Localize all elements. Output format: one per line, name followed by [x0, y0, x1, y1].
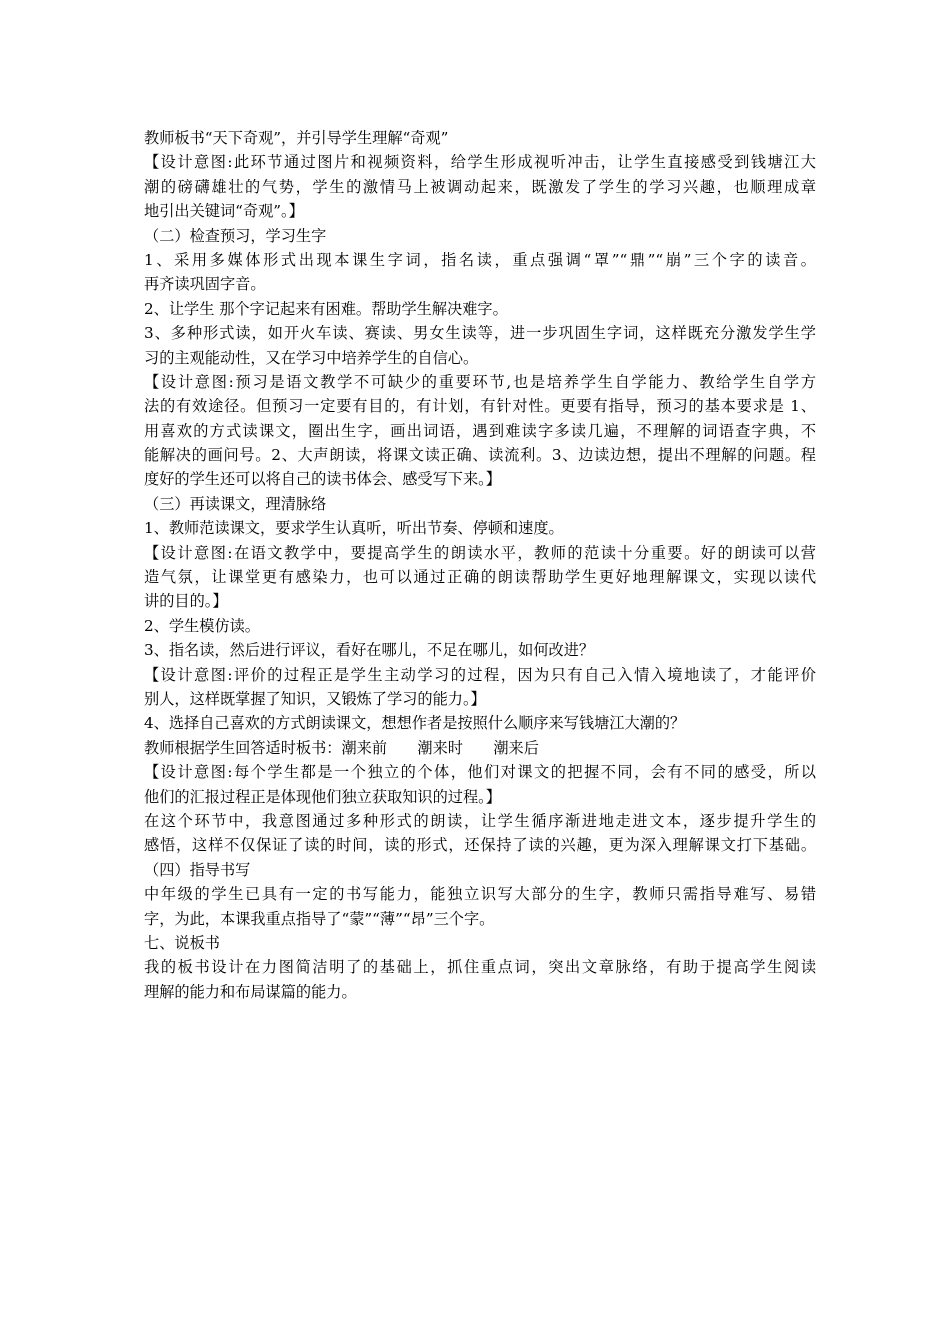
text-line: 4、选择自己喜欢的方式朗读课文，想想作者是按照什么顺序来写钱塘江大潮的？ — [144, 714, 686, 733]
text-line: 用喜欢的方式读课文，圈出生字，画出词语，遇到难读字多读几遍，不理解的词语查字典，不 — [144, 421, 816, 440]
text-line: 中年级的学生已具有一定的书写能力，能独立识写大部分的生字，教师只需指导难写、易错 — [144, 885, 816, 904]
text-line: 1、采用多媒体形式出现本课生字词，指名读，重点强调“罩”“鼎”“崩”三个字的读音。 — [144, 250, 816, 269]
text-line: 理解的能力和布局谋篇的能力。 — [144, 982, 357, 1001]
text-line: 我的板书设计在力图简洁明了的基础上，抓住重点词，突出文章脉络，有助于提高学生阅读 — [144, 958, 816, 977]
text-line: 地引出关键词“奇观”。】 — [144, 202, 304, 221]
text-line: 【设计意图:此环节通过图片和视频资料，给学生形成视听冲击，让学生直接感受到钱塘江大 — [144, 153, 816, 172]
section-heading: （三）再读课文，理清脉络 — [144, 494, 327, 513]
section-heading: 七、说板书 — [144, 933, 220, 952]
text-line: 造气氛，让课堂更有感染力，也可以通过正确的朗读帮助学生更好地理解课文，实现以读代 — [144, 568, 816, 587]
text-line: 感悟，这样不仅保证了读的时间，读的形式，还保持了读的兴趣，更为深入理解课文打下基础。 — [144, 836, 816, 855]
text-line: 字，为此，本课我重点指导了“蒙”“薄”“昂”三个字。 — [144, 909, 495, 928]
text-line: 潮的磅礴雄壮的气势，学生的激情马上被调动起来，既激发了学生的学习兴趣，也顺理成章 — [144, 177, 816, 196]
text-line: 再齐读巩固字音。 — [144, 275, 266, 294]
text-line: 1、教师范读课文，要求学生认真听，听出节奏、停顿和速度。 — [144, 519, 564, 538]
text-line: 3、指名读，然后进行评议，看好在哪儿，不足在哪儿，如何改进？ — [144, 641, 595, 660]
text-line: 他们的汇报过程正是体现他们独立获取知识的过程。】 — [144, 787, 501, 806]
text-line: 讲的目的。】 — [144, 592, 228, 611]
text-line: 【设计意图:评价的过程正是学生主动学习的过程，因为只有自己入情入境地读了，才能评价 — [144, 665, 816, 684]
text-line: 教师板书“天下奇观”，并引导学生理解“奇观” — [144, 129, 449, 147]
text-line: 教师根据学生回答适时板书：潮来前 潮来时 潮来后 — [144, 738, 539, 757]
text-line: 法的有效途径。但预习一定要有目的，有计划，有针对性。更要有指导，预习的基本要求是 1、 — [144, 397, 816, 416]
text-line: 【设计意图:每个学生都是一个独立的个体，他们对课文的把握不同，会有不同的感受，所以 — [144, 763, 816, 782]
section-heading: （二）检查预习，学习生字 — [144, 226, 327, 245]
section-heading: （四）指导书写 — [144, 860, 251, 879]
text-line: 别人，这样既掌握了知识，又锻炼了学习的能力。】 — [144, 689, 486, 708]
text-line: 2、让学生 那个字记起来有困难。帮助学生解决难字。 — [144, 299, 508, 318]
text-line: 度好的学生还可以将自己的读书体会、感受写下来。】 — [144, 470, 501, 489]
text-line: 3、多种形式读，如开火车读、赛读、男女生读等，进一步巩固生字词，这样既充分激发学生学 — [144, 324, 816, 343]
text-line: 能解决的画问号。2、大声朗读，将课文读正确、读流利。3、边读边想，提出不理解的问题。程 — [144, 446, 816, 465]
text-line: 习的主观能动性，又在学习中培养学生的自信心。 — [144, 348, 479, 367]
text-line: 2、学生模仿读。 — [144, 616, 260, 635]
document-body — [144, 126, 816, 1004]
text-line: 【设计意图:预习是语文教学不可缺少的重要环节,也是培养学生自学能力、教给学生自学方 — [144, 372, 816, 391]
text-line: 【设计意图:在语文教学中，要提高学生的朗读水平，教师的范读十分重要。好的朗读可以营 — [144, 543, 816, 562]
text-line: 在这个环节中，我意图通过多种形式的朗读，让学生循序渐进地走进文本，逐步提升学生的 — [144, 811, 816, 830]
